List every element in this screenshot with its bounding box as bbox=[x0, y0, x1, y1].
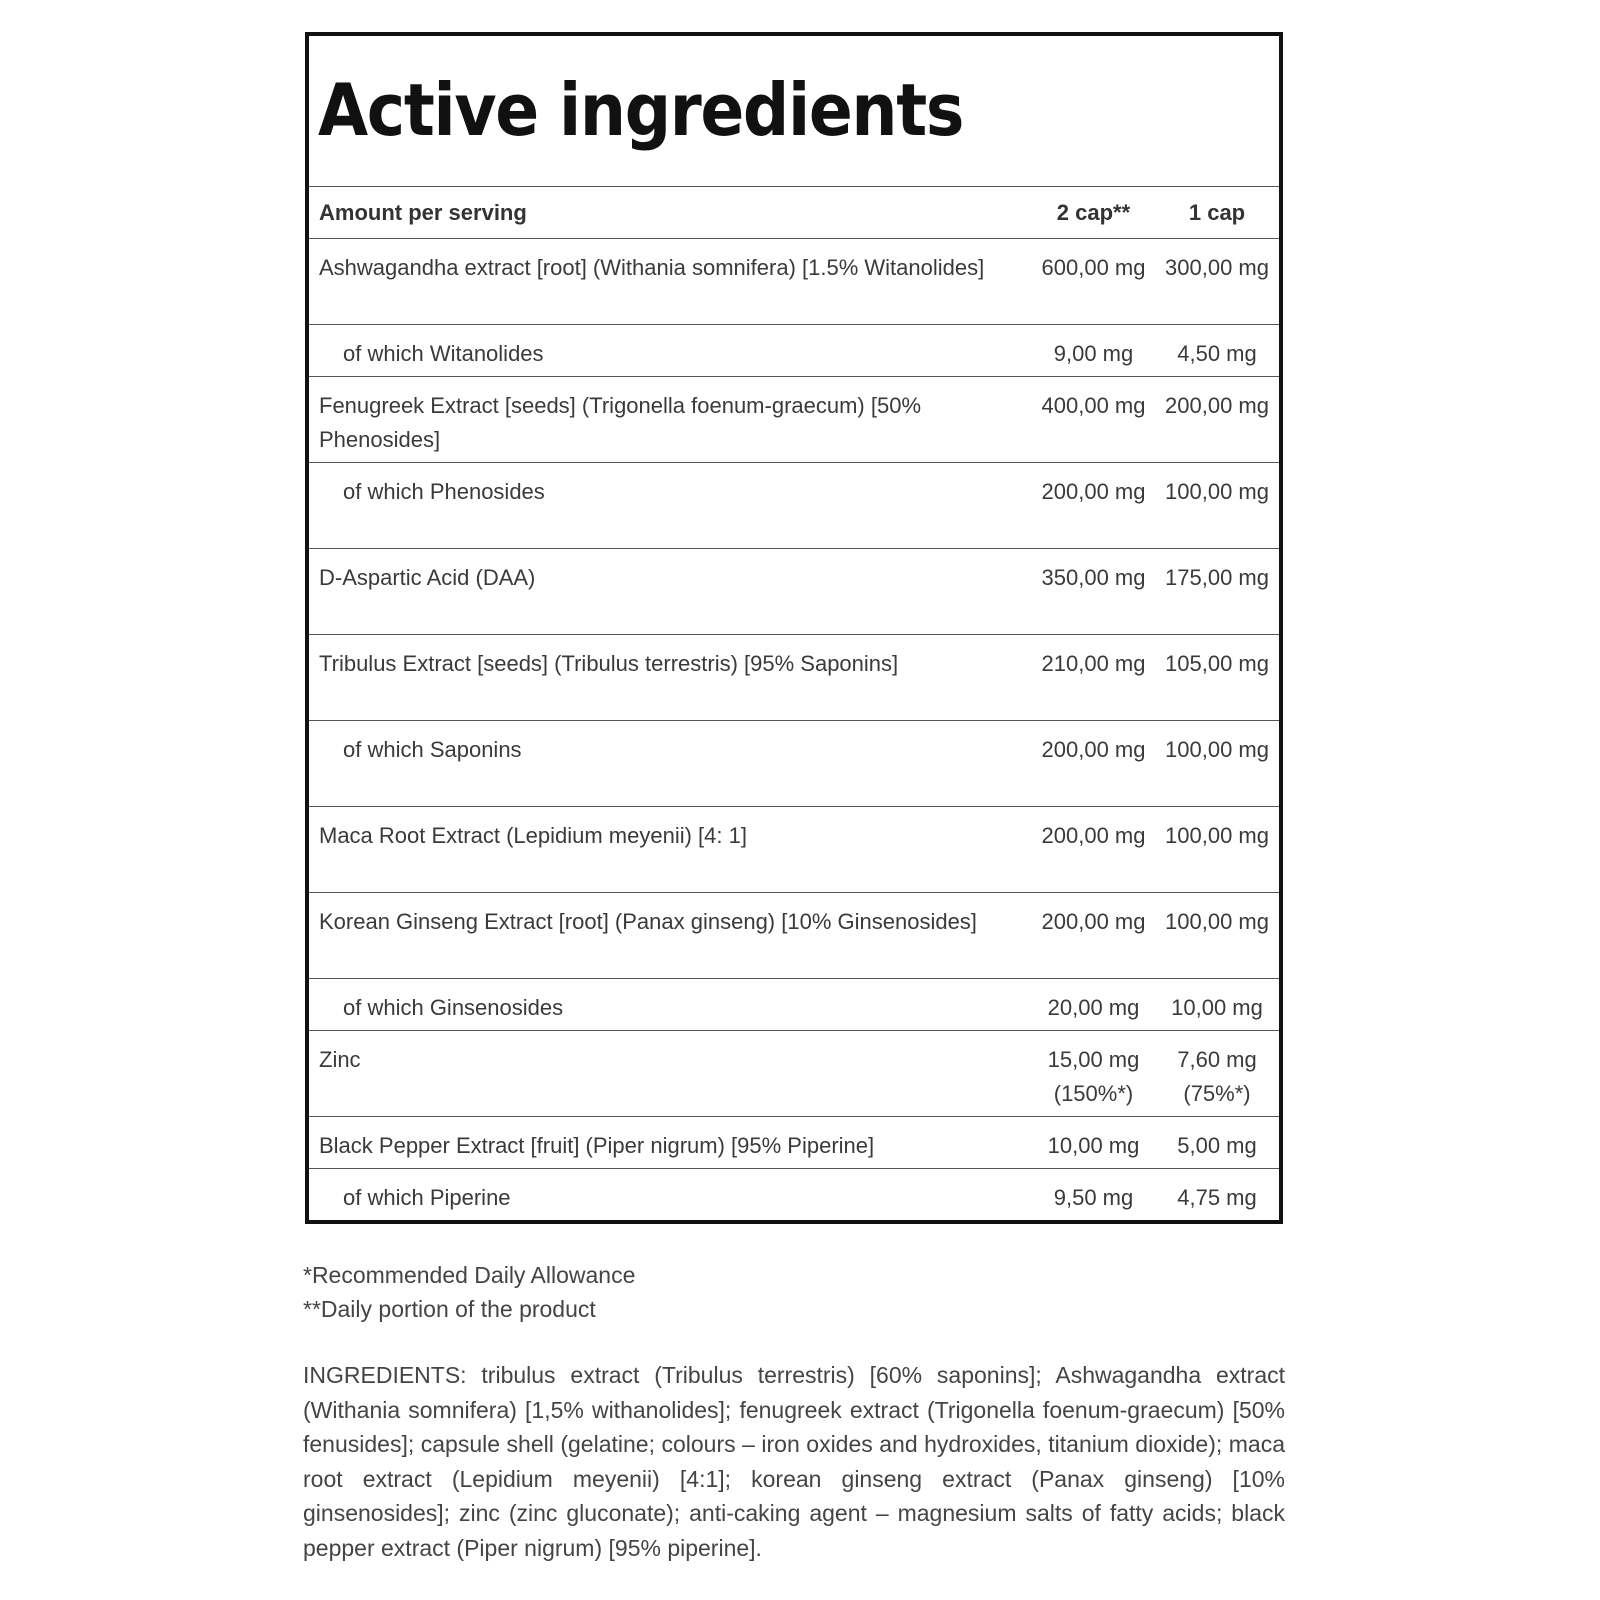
ingredient-name: of which Witanolides bbox=[309, 325, 1032, 377]
table-row bbox=[309, 1117, 1279, 1169]
amount-one-cap: 105,00 mg bbox=[1155, 635, 1279, 721]
ingredients-paragraph: INGREDIENTS: tribulus extract (Tribulus terrestris) [60% saponins]; Ashwagandha extract (Withania somnifera) [1,5% withanolides]; fenugreek extract (Trigonella foenum-graecum) [50% fenusides]; capsule shell (gelatine; colours – iron oxides and hydroxides, titanium dioxide); maca root extract (Lepidium meyenii) [4:1]; korean ginseng extract (Panax ginseng) [10% ginsenosides]; zinc (zinc gluconate); anti-caking agent – magnesium salts of fatty acids; black pepper extract (Piper nigrum) [95% piperine]. bbox=[303, 1362, 1285, 1561]
header-two-cap: 2 cap** bbox=[1032, 187, 1155, 239]
footnotes bbox=[303, 1258, 1285, 1326]
amount-two-cap: 9,00 mg bbox=[1032, 325, 1155, 377]
table-row bbox=[309, 635, 1279, 721]
ingredient-name: Maca Root Extract (Lepidium meyenii) [4: 1] bbox=[309, 807, 1032, 893]
header-amount-per-serving: Amount per serving bbox=[309, 187, 1032, 239]
table-row bbox=[309, 463, 1279, 549]
ingredient-name: of which Phenosides bbox=[309, 463, 1032, 549]
ingredient-name: of which Piperine bbox=[309, 1169, 1032, 1221]
amount-one-cap: 4,75 mg bbox=[1155, 1169, 1279, 1221]
amount-two-cap: 210,00 mg bbox=[1032, 635, 1155, 721]
ingredient-name: Black Pepper Extract [fruit] (Piper nigrum) [95% Piperine] bbox=[309, 1117, 1032, 1169]
ingredient-name: of which Saponins bbox=[309, 721, 1032, 807]
active-ingredients-panel bbox=[305, 32, 1283, 1224]
ingredient-name: Korean Ginseng Extract [root] (Panax ginseng) [10% Ginsenosides] bbox=[309, 893, 1032, 979]
amount-one-cap: 100,00 mg bbox=[1155, 807, 1279, 893]
amount-one-cap: 100,00 mg bbox=[1155, 721, 1279, 807]
table-row bbox=[309, 807, 1279, 893]
amount-two-cap: 400,00 mg bbox=[1032, 377, 1155, 463]
amount-one-cap: 10,00 mg bbox=[1155, 979, 1279, 1031]
table-row bbox=[309, 377, 1279, 463]
footnote-daily-portion: **Daily portion of the product bbox=[303, 1296, 596, 1322]
table-row bbox=[309, 549, 1279, 635]
header-one-cap: 1 cap bbox=[1155, 187, 1279, 239]
amount-one-cap: 300,00 mg bbox=[1155, 239, 1279, 325]
table-row bbox=[309, 1169, 1279, 1221]
amount-two-cap: 200,00 mg bbox=[1032, 463, 1155, 549]
panel-title: Active ingredients bbox=[318, 68, 964, 152]
amount-one-cap: 100,00 mg bbox=[1155, 893, 1279, 979]
amount-one-cap: 7,60 mg (75%*) bbox=[1155, 1031, 1279, 1117]
amount-two-cap: 200,00 mg bbox=[1032, 807, 1155, 893]
table-header-row bbox=[309, 187, 1279, 239]
ingredient-name: Zinc bbox=[309, 1031, 1032, 1117]
amount-one-cap: 200,00 mg bbox=[1155, 377, 1279, 463]
amount-one-cap: 4,50 mg bbox=[1155, 325, 1279, 377]
table-row bbox=[309, 979, 1279, 1031]
amount-two-cap: 10,00 mg bbox=[1032, 1117, 1155, 1169]
amount-two-cap: 350,00 mg bbox=[1032, 549, 1155, 635]
table-row bbox=[309, 893, 1279, 979]
amount-one-cap: 175,00 mg bbox=[1155, 549, 1279, 635]
table-row bbox=[309, 721, 1279, 807]
amount-one-cap: 5,00 mg bbox=[1155, 1117, 1279, 1169]
amount-one-cap: 100,00 mg bbox=[1155, 463, 1279, 549]
ingredient-name: D-Aspartic Acid (DAA) bbox=[309, 549, 1032, 635]
supplement-facts-table bbox=[309, 186, 1279, 1221]
ingredient-name: Ashwagandha extract [root] (Withania somnifera) [1.5% Witanolides] bbox=[309, 239, 1032, 325]
table-row bbox=[309, 1031, 1279, 1117]
ingredient-name: of which Ginsenosides bbox=[309, 979, 1032, 1031]
amount-two-cap: 200,00 mg bbox=[1032, 721, 1155, 807]
table-row bbox=[309, 325, 1279, 377]
amount-two-cap: 20,00 mg bbox=[1032, 979, 1155, 1031]
amount-two-cap: 200,00 mg bbox=[1032, 893, 1155, 979]
ingredient-name: Tribulus Extract [seeds] (Tribulus terrestris) [95% Saponins] bbox=[309, 635, 1032, 721]
footnote-rda: *Recommended Daily Allowance bbox=[303, 1262, 636, 1288]
amount-two-cap: 9,50 mg bbox=[1032, 1169, 1155, 1221]
amount-two-cap: 15,00 mg (150%*) bbox=[1032, 1031, 1155, 1117]
amount-two-cap: 600,00 mg bbox=[1032, 239, 1155, 325]
table-row bbox=[309, 239, 1279, 325]
ingredient-name: Fenugreek Extract [seeds] (Trigonella foenum-graecum) [50% Phenosides] bbox=[309, 377, 1032, 463]
